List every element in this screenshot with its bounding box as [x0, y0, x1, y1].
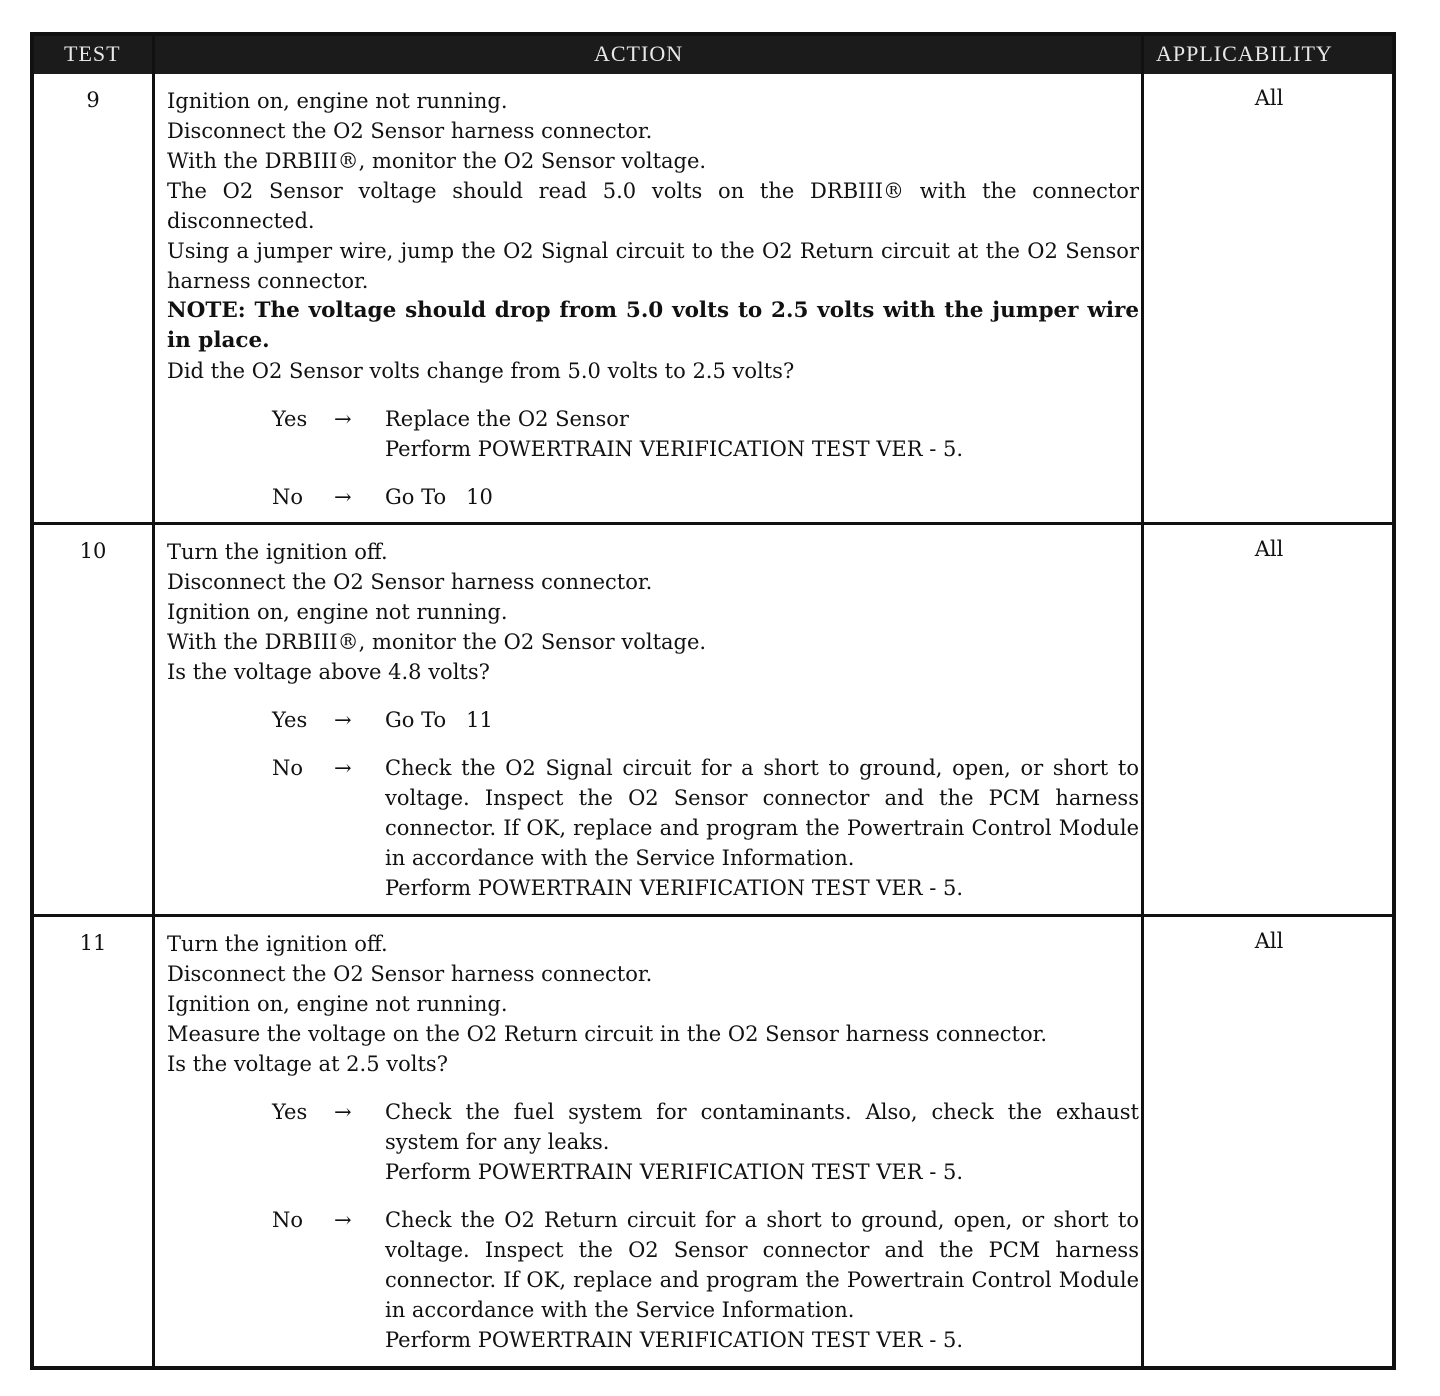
- action-line: Ignition on, engine not running.: [167, 992, 508, 1016]
- arrow-icon: →: [334, 407, 352, 431]
- branch-line: Check the O2 Return circuit for a short to ground, open, or short to voltage. Inspect the O2 Sensor connector and the PCM harness connector. If OK, replace and program the Powertrain Control Module in accordance with the Service Information.: [385, 1208, 1139, 1322]
- action-text: [167, 86, 1139, 512]
- action-text: [167, 537, 1139, 903]
- header-action: ACTION: [594, 41, 684, 66]
- action-line: Disconnect the O2 Sensor harness connector.: [167, 570, 653, 594]
- branch-line: Check the fuel system for contaminants. Also, check the exhaust system for any leaks.: [385, 1100, 1139, 1154]
- branch-line: Go To 11: [385, 708, 493, 732]
- action-line: Ignition on, engine not running.: [167, 600, 508, 624]
- no-branch: [272, 753, 1139, 903]
- test-number: 11: [79, 931, 107, 955]
- action-line: Disconnect the O2 Sensor harness connector.: [167, 119, 653, 143]
- arrow-icon: →: [334, 756, 352, 780]
- no-branch: [272, 1205, 1139, 1355]
- applicability: All: [1254, 929, 1284, 953]
- arrow-icon: →: [334, 708, 352, 732]
- header-test: TEST: [64, 41, 121, 66]
- yes-label: Yes: [272, 407, 308, 431]
- branch-line: Perform POWERTRAIN VERIFICATION TEST VER - 5.: [385, 437, 964, 461]
- question-text: Is the voltage above 4.8 volts?: [167, 660, 490, 684]
- action-line: Turn the ignition off.: [167, 540, 388, 564]
- applicability: All: [1254, 86, 1284, 110]
- question-text: Did the O2 Sensor volts change from 5.0 volts to 2.5 volts?: [167, 359, 795, 383]
- action-line: With the DRBIII®, monitor the O2 Sensor voltage.: [167, 630, 707, 654]
- no-label: No: [272, 1208, 304, 1232]
- yes-branch: [272, 404, 1139, 464]
- no-label: No: [272, 485, 304, 509]
- action-line: Ignition on, engine not running.: [167, 89, 508, 113]
- action-line: Measure the voltage on the O2 Return circuit in the O2 Sensor harness connector.: [167, 1022, 1048, 1046]
- branch-line: Go To 10: [385, 485, 493, 509]
- arrow-icon: →: [334, 1208, 352, 1232]
- branch-line: Perform POWERTRAIN VERIFICATION TEST VER - 5.: [385, 1328, 964, 1352]
- table-header: [34, 36, 1392, 74]
- no-label: No: [272, 756, 304, 780]
- action-line: Disconnect the O2 Sensor harness connector.: [167, 962, 653, 986]
- branch-line: Perform POWERTRAIN VERIFICATION TEST VER - 5.: [385, 1160, 964, 1184]
- action-line: Using a jumper wire, jump the O2 Signal circuit to the O2 Return circuit at the O2 Sensor harness connector.: [167, 239, 1139, 293]
- yes-label: Yes: [272, 1100, 308, 1124]
- diagnostic-test-table: [30, 32, 1396, 1370]
- action-text: [167, 929, 1139, 1355]
- test-number: 10: [79, 539, 107, 563]
- header-applicability: APPLICABILITY: [1156, 41, 1333, 66]
- no-branch: [272, 482, 1139, 512]
- branch-line: Perform POWERTRAIN VERIFICATION TEST VER - 5.: [385, 876, 964, 900]
- question-text: Is the voltage at 2.5 volts?: [167, 1052, 448, 1076]
- action-line: With the DRBIII®, monitor the O2 Sensor voltage.: [167, 149, 707, 173]
- applicability: All: [1254, 537, 1284, 561]
- table-row: [34, 74, 1392, 522]
- table-row: [34, 522, 1392, 917]
- note-text: NOTE: The voltage should drop from 5.0 volts to 2.5 volts with the jumper wire in place.: [167, 298, 1139, 353]
- branch-line: Replace the O2 Sensor: [385, 407, 629, 431]
- yes-branch: [272, 1097, 1139, 1187]
- yes-branch: [272, 705, 1139, 735]
- test-number: 9: [86, 88, 100, 112]
- action-line: Turn the ignition off.: [167, 932, 388, 956]
- action-line: The O2 Sensor voltage should read 5.0 volts on the DRBIII® with the connector disconnected.: [167, 179, 1139, 233]
- arrow-icon: →: [334, 485, 352, 509]
- table-row: [34, 914, 1392, 1369]
- arrow-icon: →: [334, 1100, 352, 1124]
- yes-label: Yes: [272, 708, 308, 732]
- branch-line: Check the O2 Signal circuit for a short to ground, open, or short to voltage. Inspect the O2 Sensor connector and the PCM harness connector. If OK, replace and program the Powertrain Control Module in accordance with the Service Information.: [385, 756, 1139, 870]
